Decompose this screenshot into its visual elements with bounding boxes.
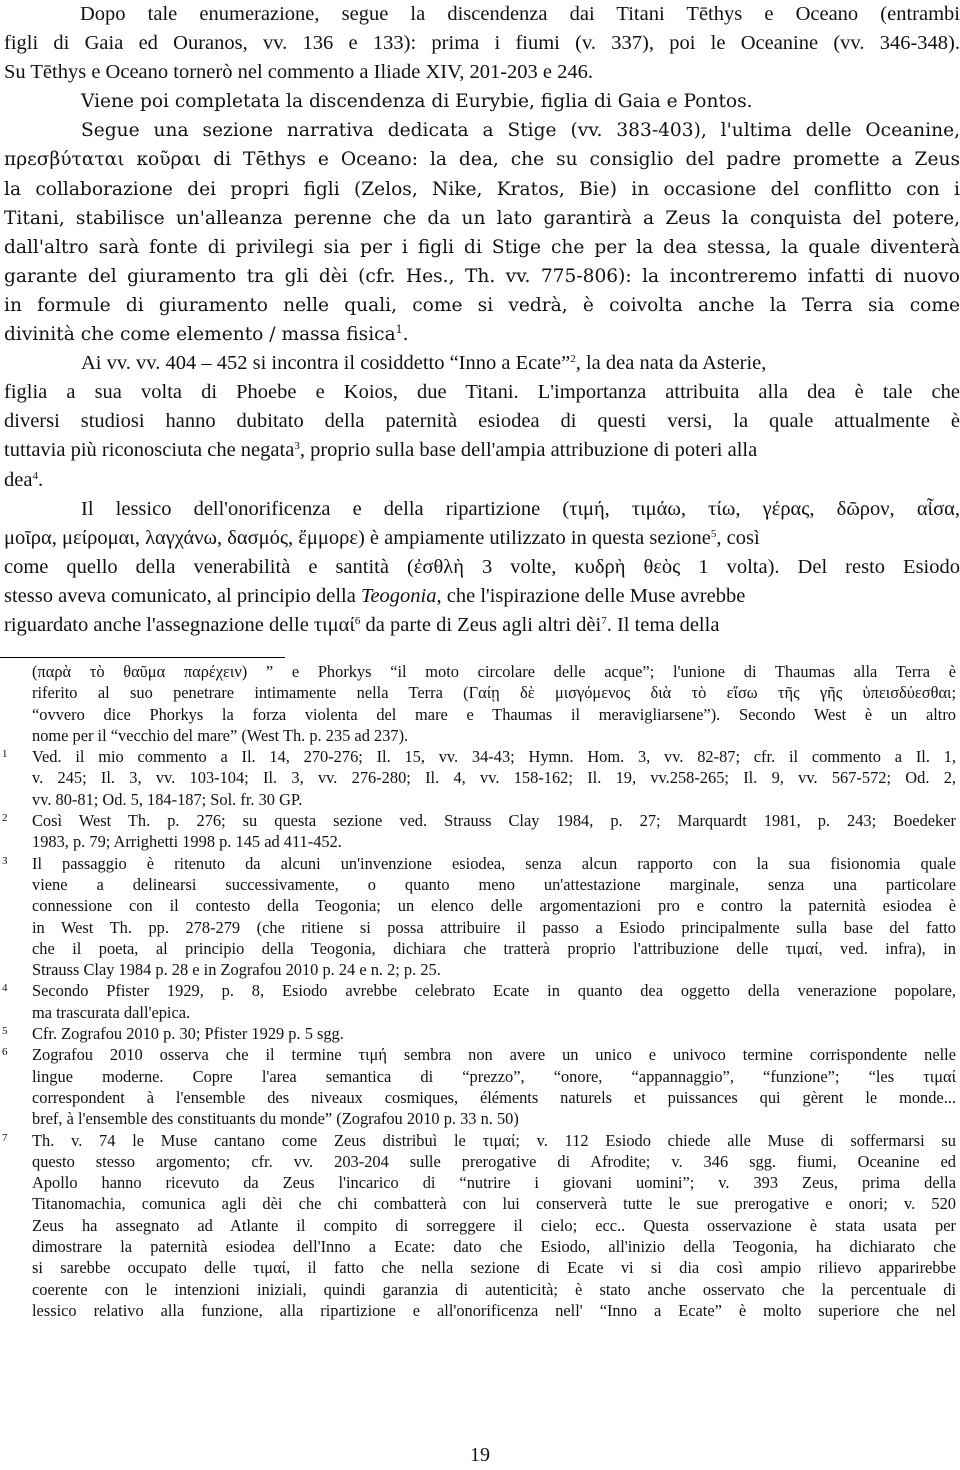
footnote-ref[interactable]: 6: [354, 614, 361, 627]
text-line: [4, 320, 960, 349]
footnote: [0, 746, 960, 810]
footnote: [0, 1023, 960, 1044]
text-line: Su Tēthys e Oceano tornerò nel commento a Iliade XIV, 201-203 e 246.: [4, 61, 594, 84]
footnote: [0, 853, 960, 981]
text-span: , che l'ispirazione delle Muse avrebbe: [436, 584, 746, 607]
footnote-line: Secondo Pfister 1929, p. 8, Esiodo avrebbe celebrato Ecate in quanto dea oggetto della venerazione popolare,: [32, 981, 956, 1001]
text-line: Il lessico dell'onorificenza e della ripartizione (τιμή, τιμάω, τίω, γέρας, δῶρον, αἶσα,: [81, 497, 960, 520]
footnote-number: 4: [2, 982, 8, 995]
footnote-line: Ved. il mio commento a Il. 14, 270-276; Il. 15, vv. 34-43; Hymn. Hom. 3, vv. 82-87; cfr. il commento a Il. 1,: [32, 747, 956, 767]
text-span: stesso aveva comunicato, al principio della: [4, 584, 361, 607]
text-span: , la dea nata da Asterie,: [575, 352, 767, 375]
text-line: Dopo tale enumerazione, segue la discendenza dai Titani Tēthys e Oceano (entrambi: [80, 3, 960, 25]
text-line: come quello della venerabilità e santità (ἐσθλὴ 3 volte, κυδρὴ θεὸς 1 volta). Del resto Esiodo: [4, 555, 960, 578]
text-line: diversi studiosi hanno dubitato della paternità esiodea di questi versi, la quale attualmente è: [4, 410, 960, 433]
text-span: da parte di Zeus agli altri dèi: [360, 613, 602, 636]
text-line: dall'altro sarà fonte di privilegi sia per i figli di Stige che per la dea stessa, la quale diventerà: [4, 236, 960, 258]
footnote-line: Strauss Clay 1984 p. 28 e in Zografou 2010 p. 24 e n. 2; p. 25.: [32, 960, 441, 980]
footnote-line: vv. 80-81; Od. 5, 184-187; Sol. fr. 30 GP.: [32, 789, 303, 809]
text-line: garante del giuramento tra gli dèi (cfr. Hes., Th. vv. 775-806): la incontreremo infatti di nuovo: [4, 265, 960, 287]
footnote-line: lingue moderne. Copre l'area semantica di “prezzo”, “onore, “appannaggio”, “funzione”; “les τιμαί: [32, 1066, 956, 1086]
footnote-line: bref, à l'ensemble des constituants du monde” (Zografou 2010 p. 33 n. 50): [32, 1109, 519, 1129]
text-span: Ai vv. vv. 404 – 452 si incontra il cosiddetto “Inno a Ecate”: [81, 352, 571, 375]
text-line: [4, 524, 960, 553]
footnote-ref[interactable]: 1: [395, 323, 403, 337]
text-line: figlia a sua volta di Phoebe e Koios, due Titani. L'importanza attribuita alla dea è tale che: [4, 381, 960, 404]
footnote-ref[interactable]: 4: [32, 469, 38, 482]
footnote-line: nome per il “vecchio del mare” (West Th. p. 235 ad 237).: [32, 725, 409, 745]
footnote-line: lessico relativo alla funzione, alla ripartizione e all'onorificenza nell' “Inno a Ecate” è molto superiore che nel: [32, 1300, 956, 1320]
footnote-ref[interactable]: 3: [294, 440, 300, 453]
title-italic: Teogonia: [360, 584, 437, 607]
footnote-line: in West Th. pp. 278-279 (che ritiene si possa attribuire il passo a Esiodo principalmente sulla base del fatto: [32, 917, 956, 937]
text-span: , così: [716, 526, 760, 549]
text-span: μοῖρα, μείρομαι, λαγχάνω, δασμός, ἔμμορε) è ampiamente utilizzato in questa sezione: [4, 526, 711, 549]
footnote-line: connessione con il contesto della Teogonia; un elenco delle argomentazioni pro e contro la paternità esiodea è: [32, 896, 956, 916]
text-span: , proprio sulla base dell'ampia attribuzione di poteri alla: [299, 439, 758, 462]
footnote-number: 1: [2, 748, 8, 761]
footnote-line: (παρὰ τὸ θαῦμα παρέχειν) ” e Phorkys “il moto circolare delle acque”; l'unione di Thaumas alla Terra è: [32, 662, 956, 681]
footnote-line: dimostrare la paternità esiodea dell'Inno a Ecate: dato che Esiodo, all'inizio della Teogonia, ha dichiarato che: [32, 1237, 956, 1257]
footnote-continuation: [0, 661, 960, 746]
footnote-ref[interactable]: 5: [710, 527, 717, 540]
text-span: divinità che come elemento / massa fisica: [4, 324, 396, 346]
text-line: Viene poi completata la discendenza di Eurybie, figlia di Gaia e Pontos.: [81, 91, 753, 113]
page-number: 19: [470, 1444, 490, 1466]
text-line: Titani, stabilisce un'alleanza perenne che da un lato garantirà a Zeus la conquista del potere,: [4, 207, 960, 229]
text-span: .: [37, 468, 44, 491]
footnote-line: Zeus ha assegnato ad Atlante il compito di sorreggere il cielo; ecc.. Questa osservazione è stata usata per: [32, 1215, 956, 1235]
text-span: dea: [4, 468, 33, 491]
footnote-line: 1983, p. 79; Arrighetti 1998 p. 145 ad 411-452.: [32, 832, 342, 852]
text-line: Segue una sezione narrativa dedicata a Stige (vv. 383-403), l'ultima delle Oceanine,: [81, 120, 960, 142]
text-span: . Il tema della: [606, 613, 720, 636]
footnote: [0, 1130, 960, 1322]
text-span: riguardato anche l'assegnazione delle τιμαί: [4, 613, 355, 636]
text-line: [4, 611, 960, 640]
text-line: [4, 466, 960, 495]
footnote-line: viene a delinearsi successivamente, o quanto meno un'attestazione marginale, senza una particolare: [32, 874, 956, 894]
text-line: [4, 436, 960, 465]
footnote-line: si sarebbe occupato delle τιμαί, il fatto che nella sezione di Ecate vi si dia così ampio rilievo apparirebbe: [32, 1258, 956, 1278]
footnote-line: che il poeta, al principio della Teogonia, dichiara che tratterà proprio l'attribuzione delle τιμαί, ved. infra), in: [32, 938, 956, 958]
text-line: [4, 349, 960, 378]
footnote-number: 7: [2, 1131, 8, 1144]
footnote-line: Apollo hanno ricevuto da Zeus l'incarico di “nutrire i giovani uomini”; v. 393 Zeus, prima della: [32, 1173, 956, 1193]
text-line: πρεσβύταται κοῦραι di Tēthys e Oceano: la dea, che su consiglio del padre promette a Zeus: [4, 149, 960, 171]
footnote-line: v. 245; Il. 3, vv. 103-104; Il. 3, vv. 276-280; Il. 4, vv. 158-162; Il. 19, vv.258-265; Il. 9, vv. 567-572; Od. 2,: [32, 768, 956, 788]
text-span: tuttavia più riconosciuta che negata: [4, 439, 295, 462]
footnote-ref[interactable]: 2: [570, 353, 576, 366]
footnote-line: Così West Th. p. 276; su questa sezione ved. Strauss Clay 1984, p. 27; Marquardt 1981, p. 243; Boedeker: [32, 811, 956, 831]
footnote-line: Titanomachia, comunica agli dèi che chi combatterà con lui conserverà tutte le sue prerogative e onori; v. 520: [32, 1194, 956, 1214]
text-line: [4, 582, 960, 611]
text-line: figli di Gaia ed Ouranos, vv. 136 e 133): prima i fiumi (v. 337), poi le Oceanine (vv. 346-348).: [4, 32, 960, 55]
main-text: [4, 0, 960, 640]
footnote-line: Th. v. 74 le Muse cantano come Zeus distribuì le τιμαί; v. 112 Esiodo chiede alle Muse di soffermarsi su: [32, 1130, 956, 1150]
footnote-number: 3: [2, 854, 8, 867]
text-line: in formule di giuramento nelle quali, come si vedrà, è coivolta anche la Terra sia come: [4, 294, 960, 316]
footnote-line: Cfr. Zografou 2010 p. 30; Pfister 1929 p. 5 sgg.: [32, 1024, 344, 1044]
footnote-line: coerente con le intenzioni iniziali, quindi garanzia di autenticità; è stato anche osservato che la percentuale di: [32, 1279, 956, 1299]
footnote-line: Zografou 2010 osserva che il termine τιμή sembra non avere un unico e univoco termine corrispondente nelle: [32, 1045, 956, 1065]
footnote-line: Il passaggio è ritenuto da alcuni un'invenzione esiodea, senza alcun rapporto con la sua fisionomia quale: [32, 853, 956, 873]
footnote-line: questo stesso argomento; cfr. vv. 203-204 sulle prerogative di Afrodite; v. 346 sgg. fiumi, Oceanine ed: [32, 1151, 956, 1171]
footnote-number: 2: [2, 812, 8, 825]
footnote-number: 5: [2, 1025, 8, 1038]
footnote: [0, 810, 960, 853]
footnote-line: riferito al suo penetrare intimamente nella Terra (Γαίῃ δὲ μισγόμενος διὰ τὸ εἴσω τῆς γῆς ὑπεισδύεσθαι;: [32, 683, 956, 703]
text-span: .: [402, 324, 409, 346]
footnote: [0, 1044, 960, 1129]
footnotes: [0, 657, 960, 1321]
text-line: la collaborazione dei propri figli (Zelos, Nike, Kratos, Bie) in occasione del conflitto con i: [4, 178, 960, 200]
footnote-ref[interactable]: 7: [601, 614, 607, 627]
footnote-line: “ovvero dice Phorkys la forza violenta del mare e Thaumas il meravigliarsene”). Secondo West è un altro: [32, 704, 956, 724]
footnote-line: ma trascurata dall'epica.: [32, 1002, 191, 1022]
footnote-number: 6: [2, 1046, 8, 1059]
footnote: [0, 980, 960, 1023]
footnote-line: correspondent à l'ensemble des niveaux cosmiques, éléments naturels et puissances qui gèrent le monde...: [32, 1087, 956, 1107]
